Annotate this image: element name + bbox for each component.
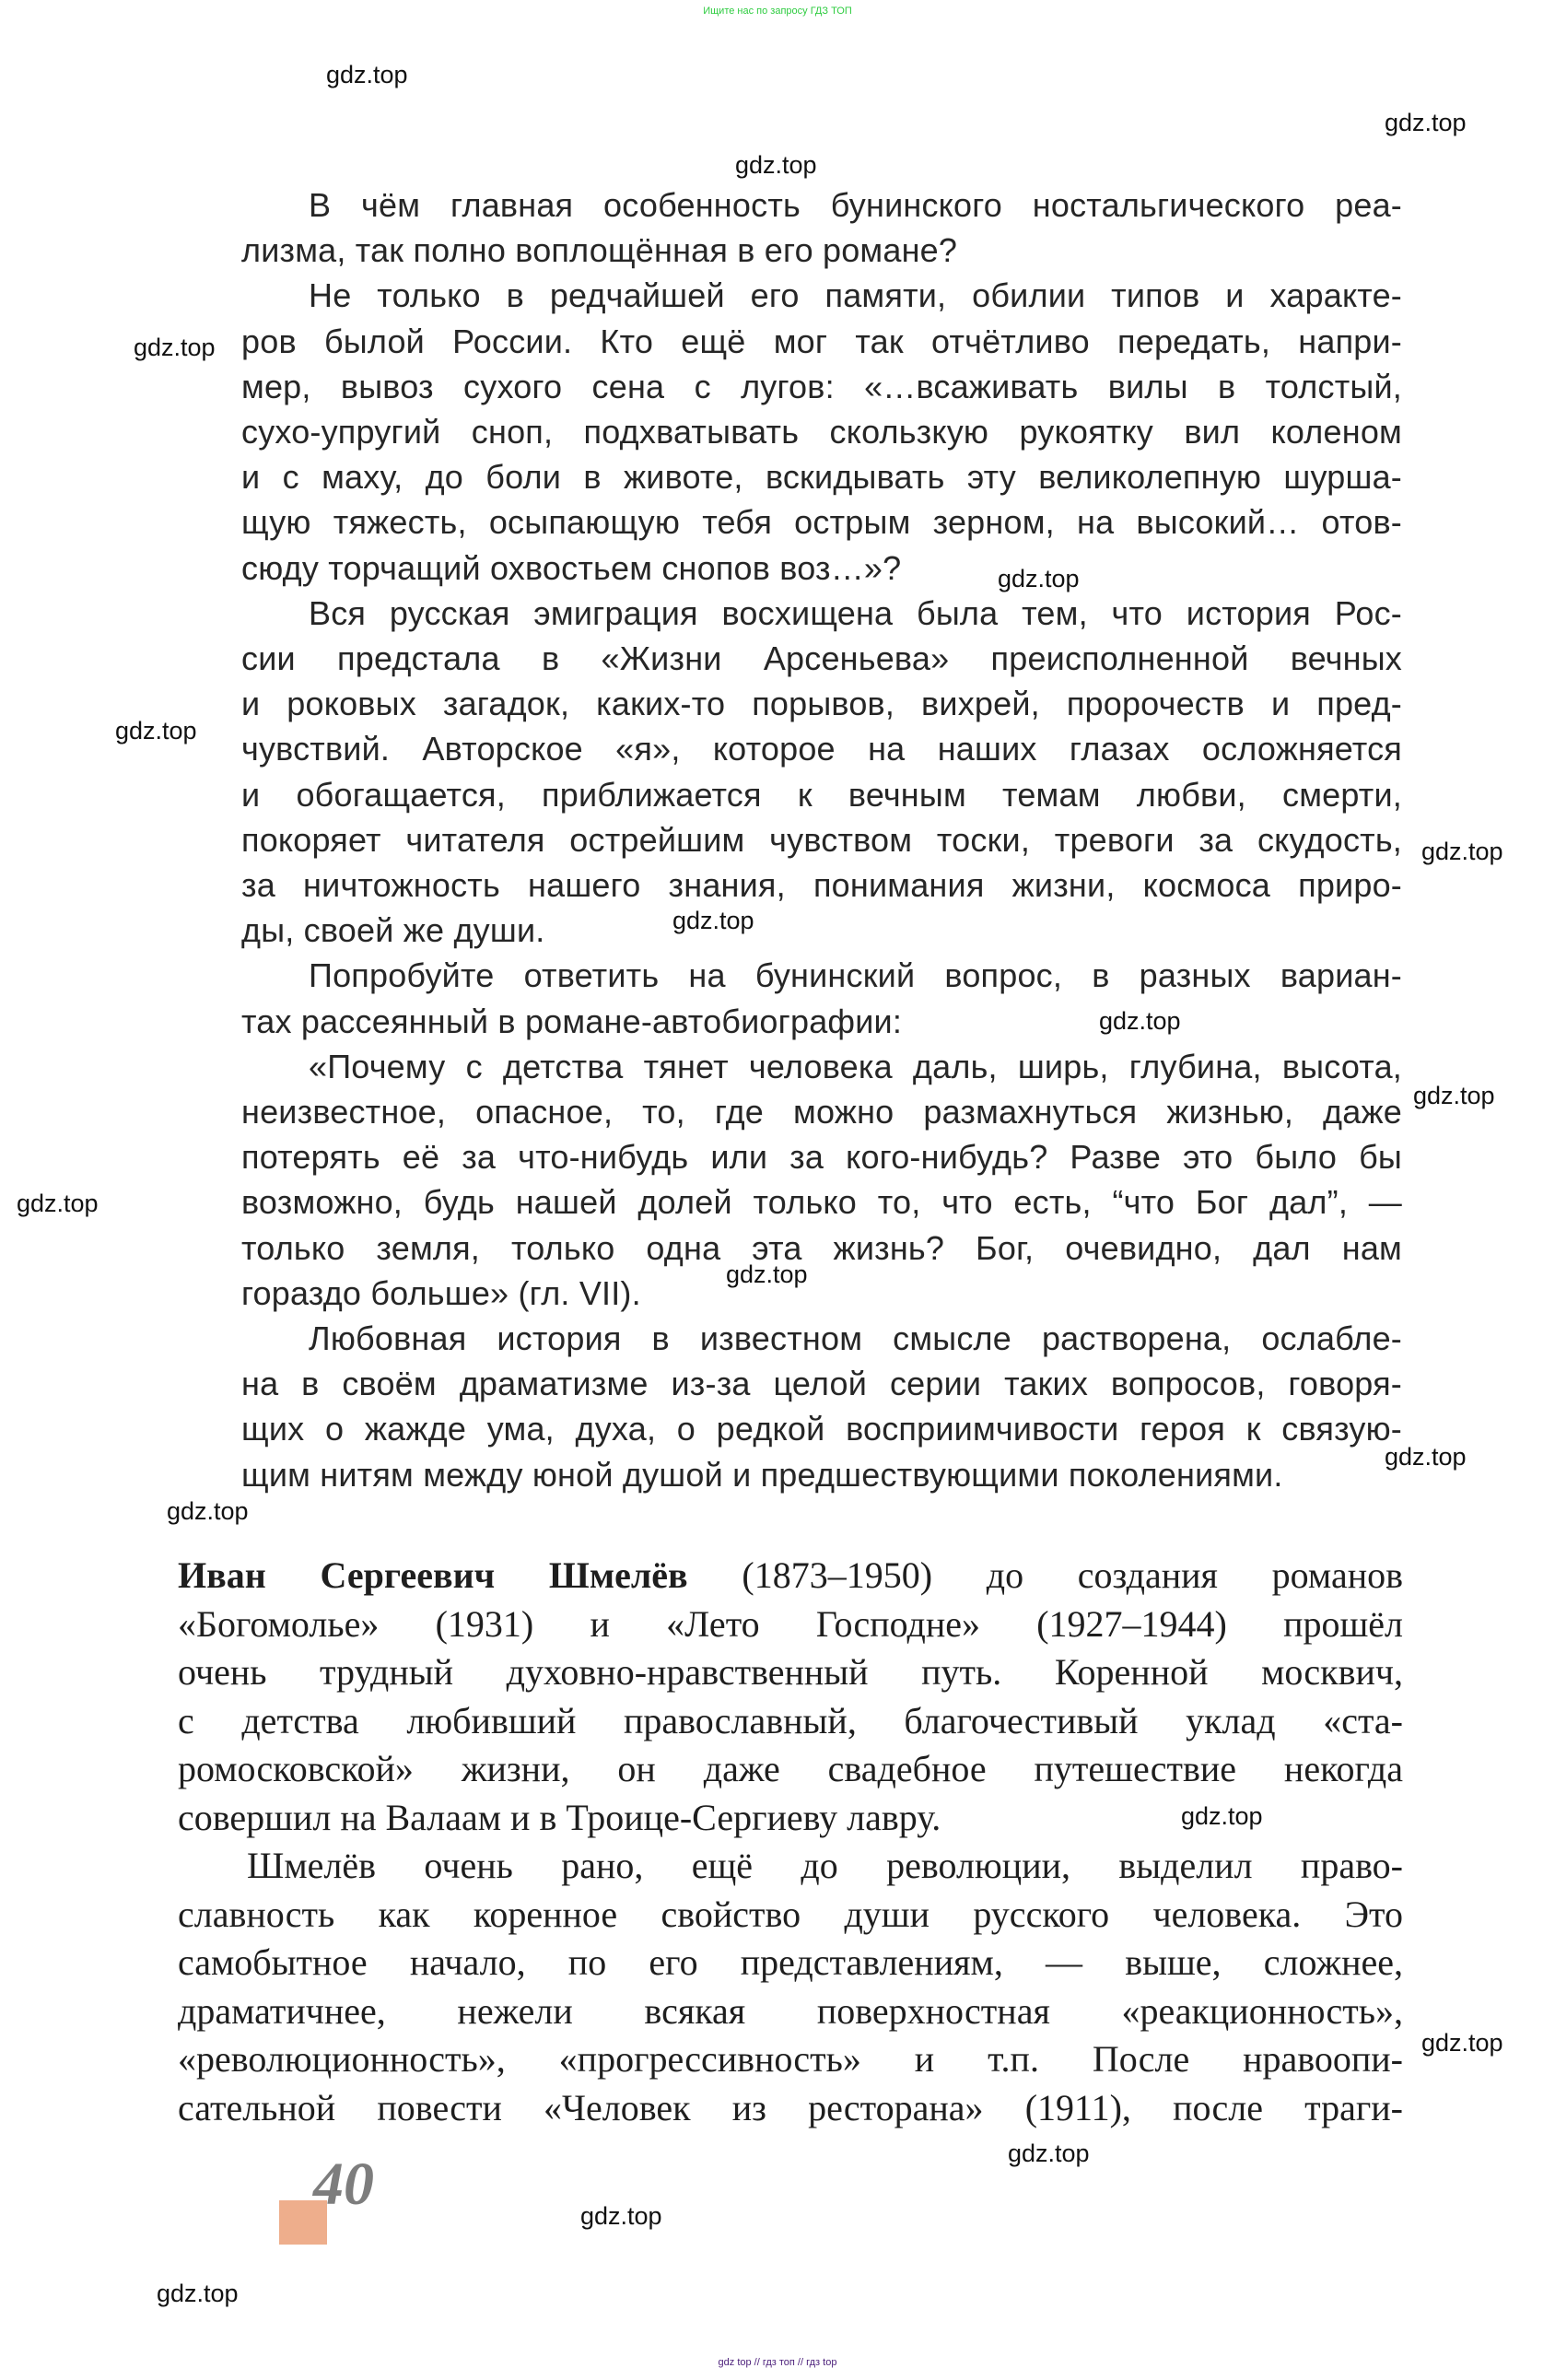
- page-number: 40: [313, 2151, 374, 2218]
- watermark-text: gdz.top: [326, 61, 408, 88]
- watermark-text: gdz.top: [1421, 2029, 1503, 2057]
- text-line: сательной повести «Человек из ресторана» (1911), после траги-: [178, 2086, 1403, 2128]
- watermark-text: gdz.top: [167, 1497, 249, 1525]
- text-line: «Почему с детства тянет человека даль, ширь, глубина, высота,: [309, 1047, 1402, 1085]
- text-line: Любовная история в известном смысле растворена, ослабле-: [309, 1319, 1402, 1358]
- text-line: щую тяжесть, осыпающую тебя острым зерном, на высокий… отов-: [241, 503, 1402, 542]
- watermark-text: gdz.top: [672, 907, 754, 934]
- text-line: сюду торчащий охвостьем снопов воз…»?: [241, 548, 902, 587]
- watermark-text: gdz.top: [1413, 1082, 1495, 1109]
- watermark-text: gdz.top: [1099, 1007, 1181, 1035]
- watermark-text: gdz.top: [1421, 838, 1503, 865]
- text-line: неизвестное, опасное, то, где можно размахнуться жизнью, даже: [241, 1093, 1402, 1131]
- paragraph: [241, 1044, 1402, 1316]
- paragraph: [241, 182, 1402, 273]
- text-line: на в своём драматизме из-за целой серии таких вопросов, говоря-: [241, 1365, 1402, 1403]
- text-line: славность как коренное свойство души русского человека. Это: [178, 1893, 1403, 1935]
- watermark-text: gdz.top: [726, 1260, 808, 1288]
- text-line: возможно, будь нашей долей только то, что есть, “что Бог дал”, —: [241, 1183, 1402, 1222]
- text-line: гораздо больше» (гл. VII).: [241, 1273, 641, 1312]
- paragraph: [241, 1316, 1402, 1497]
- text-line: потерять её за что-нибудь или за кого-нибудь? Разве это было бы: [241, 1138, 1402, 1177]
- watermark-text: gdz.top: [1385, 1443, 1467, 1471]
- serif-text-section: [178, 1552, 1403, 2132]
- text-line: [178, 1552, 1403, 1600]
- paragraph-shmelev-intro: [178, 1552, 1403, 1842]
- top-banner: Ищите нас по запросу ГДЗ ТОП: [703, 6, 852, 17]
- text-line: щим нитям между юной душой и предшествующими поколениями.: [241, 1455, 1283, 1494]
- text-line: покоряет читателя острейшим чувством тоски, тревоги за скудость,: [241, 820, 1402, 859]
- watermark-text: gdz.top: [998, 565, 1080, 592]
- text-line: с детства любивший православный, благочестивый уклад «ста-: [178, 1699, 1403, 1741]
- text-line: совершил на Валаам и в Троице-Сергиеву лавру.: [178, 1796, 941, 1838]
- text-line: мер, вывоз сухого сена с лугов: «…всаживать вилы в толстый,: [241, 367, 1402, 405]
- text-line: Попробуйте ответить на бунинский вопрос, в разных вариан-: [309, 956, 1402, 995]
- text-line: В чём главная особенность бунинского ностальгического реа-: [309, 186, 1402, 224]
- author-name: Иван Сергеевич Шмелёв: [178, 1554, 688, 1596]
- watermark-text: gdz.top: [580, 2202, 662, 2230]
- text-line: драматичнее, нежели всякая поверхностная «реакционность»,: [178, 1989, 1403, 2032]
- watermark-text: gdz.top: [735, 151, 817, 179]
- text-line: «революционность», «прогрессивность» и т.п. После нравоопи-: [178, 2038, 1403, 2080]
- watermark-text: gdz.top: [157, 2280, 239, 2307]
- text-line: чувствий. Авторское «я», которое на наших глазах осложняется: [241, 730, 1402, 768]
- watermark-text: gdz.top: [1181, 1802, 1263, 1830]
- text-line: и с маху, до боли в животе, вскидывать эту великолепную шурша-: [241, 458, 1402, 497]
- text-fragment: (1873–1950) до создания романов: [687, 1554, 1403, 1596]
- paragraph: [241, 591, 1402, 954]
- bottom-banner: gdz top // гдз топ // гдз top: [718, 2357, 837, 2368]
- text-line: только земля, только одна эта жизнь? Бог, очевидно, дал нам: [241, 1228, 1402, 1267]
- sans-text-section: [241, 182, 1402, 1497]
- text-line: «Богомолье» (1931) и «Лето Господне» (1927–1944) прошёл: [178, 1602, 1403, 1645]
- watermark-text: gdz.top: [1008, 2140, 1090, 2167]
- text-line: за ничтожность нашего знания, понимания жизни, космоса приро-: [241, 866, 1402, 905]
- text-line: ромосковской» жизни, он даже свадебное путешествие некогда: [178, 1748, 1403, 1789]
- watermark-text: gdz.top: [134, 334, 216, 361]
- text-line: сии предстала в «Жизни Арсеньева» преисполненной вечных: [241, 639, 1402, 678]
- text-line: и роковых загадок, каких-то порывов, вихрей, пророчеств и пред-: [241, 685, 1402, 723]
- text-line: и обогащается, приближается к вечным темам любви, смерти,: [241, 775, 1402, 814]
- text-line: ров былой России. Кто ещё мог так отчётливо передать, напри-: [241, 322, 1402, 360]
- watermark-text: gdz.top: [17, 1190, 99, 1217]
- watermark-text: gdz.top: [1385, 109, 1467, 136]
- paragraph-shmelev-orthodoxy: [178, 1842, 1403, 2132]
- text-line: Вся русская эмиграция восхищена была тем, что история Рос-: [309, 593, 1402, 632]
- text-line: Шмелёв очень рано, ещё до революции, выделил право-: [247, 1845, 1403, 1886]
- text-line: ды, своей же души.: [241, 911, 545, 950]
- text-line: щих о жажде ума, духа, о редкой восприимчивости героя к связую-: [241, 1410, 1402, 1448]
- text-line: очень трудный духовно-нравственный путь. Коренной москвич,: [178, 1651, 1403, 1693]
- text-line: лизма, так полно воплощённая в его романе?: [241, 231, 958, 270]
- text-line: тах рассеянный в романе-автобиографии:: [241, 1002, 903, 1040]
- text-line: сухо-упругий сноп, подхватывать скользкую рукоятку вил коленом: [241, 413, 1402, 451]
- text-line: самобытное начало, по его представлениям, — выше, сложнее,: [178, 1941, 1403, 1983]
- paragraph: [241, 273, 1402, 590]
- watermark-text: gdz.top: [115, 717, 197, 744]
- text-line: Не только в редчайшей его памяти, обилии типов и характе-: [309, 276, 1402, 315]
- paragraph: [241, 953, 1402, 1043]
